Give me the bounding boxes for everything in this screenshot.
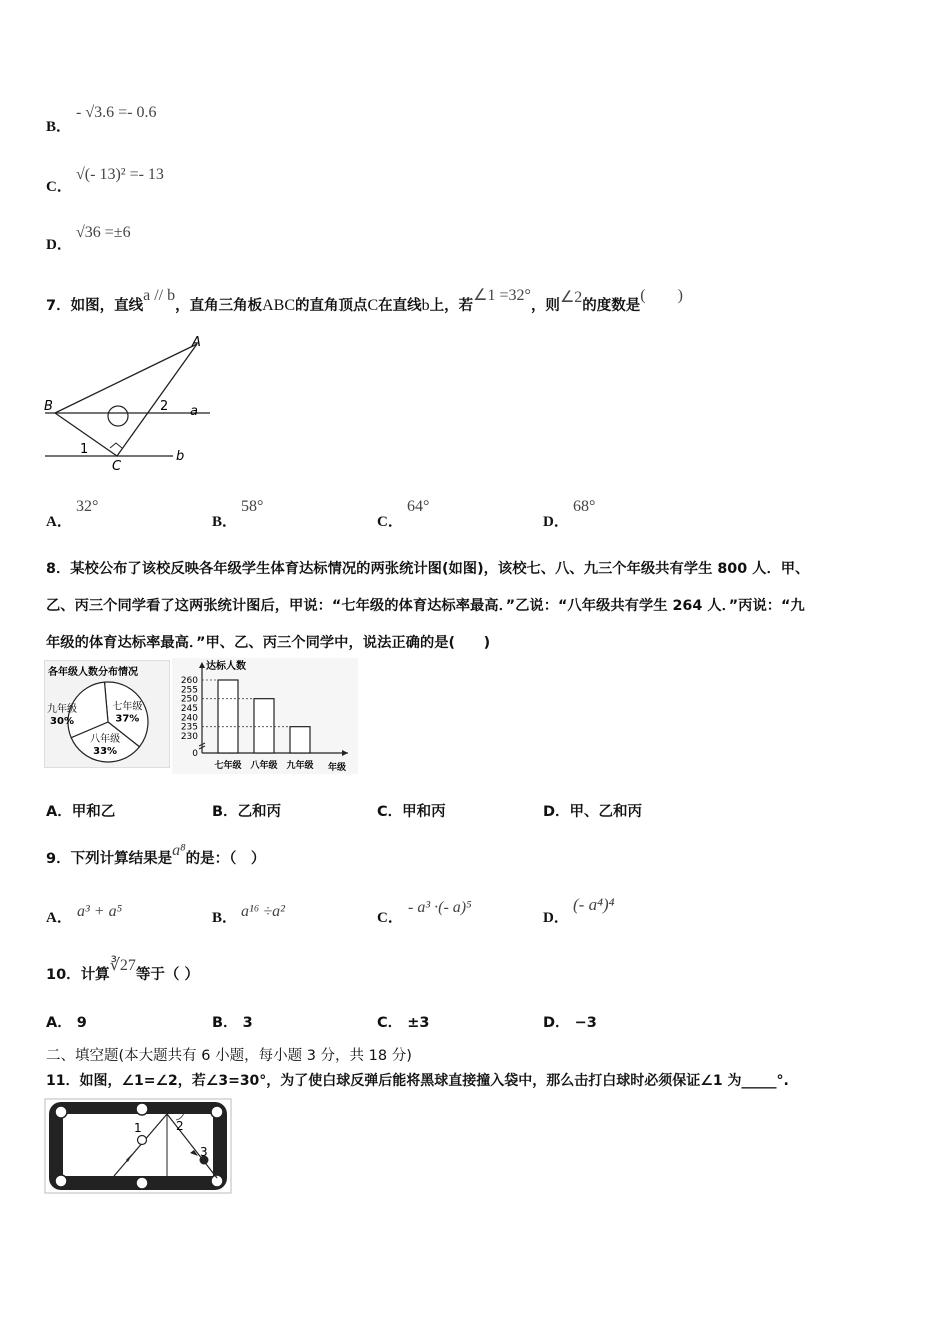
option-label: A． xyxy=(46,804,72,820)
q8-bar-chart xyxy=(172,658,358,774)
q9-option-a xyxy=(46,906,72,927)
option-label: C． xyxy=(46,179,72,195)
q7-expr-parallel: a // b xyxy=(143,287,176,304)
q7-text-4: 在直线 xyxy=(378,298,422,314)
triangle-abc xyxy=(55,344,197,456)
q9-option-b-value: a¹⁶ ÷a² xyxy=(241,903,285,920)
q10-question xyxy=(46,957,199,984)
q11-question: 11．如图，∠1=∠2，若∠3=30°，为了使白球反弹后能将黑球直接撞入袋中，那么击打白球时必须保证∠1 为_____°. xyxy=(46,1073,789,1089)
option-label: B． xyxy=(212,804,238,820)
y-tick-label: 235 xyxy=(180,722,198,733)
q9-option-d xyxy=(543,906,569,927)
option-label: B． xyxy=(212,514,238,530)
q10-option-b xyxy=(212,1011,253,1032)
q9-option-d-value: (- a⁴)⁴ xyxy=(573,895,615,914)
label-A: A xyxy=(192,335,201,350)
option-label: B． xyxy=(212,910,238,926)
q7-text-5: 上，若 xyxy=(429,298,474,314)
pocket xyxy=(211,1106,223,1118)
q8-line-1: 8．某校公布了该校反映各年级学生体育达标情况的两张统计图(如图)，该校七、八、九三个年级共有学生 800 人．甲、 xyxy=(46,561,810,577)
q10-option-d xyxy=(543,1011,597,1032)
option-value: 甲和乙 xyxy=(71,804,116,820)
bar-3 xyxy=(290,727,310,753)
q7-abc: ABC xyxy=(262,297,295,314)
y-tick-label: 240 xyxy=(180,713,198,724)
q7-text-6: ，则 xyxy=(530,298,560,314)
pie-label-value: 30% xyxy=(50,716,74,727)
pie-title: 各年级人数分布情况 xyxy=(48,667,138,678)
label-angle-2: 2 xyxy=(160,399,169,414)
q7-text-3: 的直角顶点 xyxy=(295,298,368,314)
q9-option-a-value: a³ + a⁵ xyxy=(77,903,123,920)
q6-option-c xyxy=(46,175,72,196)
q8-line-3: 年级的体育达标率最高．”甲、乙、丙三个同学中，说法正确的是( ) xyxy=(46,635,491,651)
option-label: B． xyxy=(46,119,72,135)
q7-option-d xyxy=(543,510,569,531)
x-tick-label: 九年级 xyxy=(286,761,314,771)
q6-option-d-expr: √36 =±6 xyxy=(76,224,131,241)
q9-tail: 的是：（ ） xyxy=(185,851,266,867)
question-number: 9． xyxy=(46,851,71,867)
pie-label-category: 七年级 xyxy=(112,701,143,713)
y-tick-label: 245 xyxy=(180,704,198,714)
label-angle-3: 3 xyxy=(200,1145,208,1159)
pocket xyxy=(136,1103,148,1115)
option-label: B． xyxy=(212,1015,238,1031)
q6-option-b xyxy=(46,115,71,136)
pie-label-value: 33% xyxy=(93,745,118,757)
q8-option-a xyxy=(46,800,115,821)
q8-pie-chart xyxy=(44,660,170,768)
label-angle-1: 1 xyxy=(80,442,89,457)
q7-c: C xyxy=(367,297,379,314)
q7-expr-angle2: ∠2 xyxy=(559,289,583,306)
option-value: −3 xyxy=(574,1015,597,1031)
bar-2 xyxy=(254,699,274,753)
option-label: D． xyxy=(543,804,570,820)
pie-label-category: 九年级 xyxy=(47,704,77,715)
option-label: A． xyxy=(46,910,72,926)
bar-1 xyxy=(218,680,238,753)
q7-b: b xyxy=(421,297,430,314)
option-value: 3 xyxy=(242,1015,253,1031)
q7-text-2: ，直角三角板 xyxy=(175,298,263,314)
option-label: D． xyxy=(543,514,569,530)
q7-text-1: 如图，直线 xyxy=(70,298,144,314)
pocket xyxy=(55,1106,67,1118)
option-label: C． xyxy=(377,804,403,820)
q7-option-a xyxy=(46,510,72,531)
q8-option-b xyxy=(212,800,281,821)
option-value: 甲和丙 xyxy=(402,804,446,820)
option-label: C． xyxy=(377,514,403,530)
option-label: A． xyxy=(46,1015,72,1031)
option-value: 乙和丙 xyxy=(237,804,282,820)
pocket xyxy=(136,1177,148,1189)
right-angle-mark xyxy=(110,443,122,448)
q8-line-2: 乙、丙三个同学看了这两张统计图后，甲说：“七年级的体育达标率最高．”乙说：“八年级共有学生 264 人．”丙说：“九 xyxy=(46,598,805,614)
q7-expr-angle1: ∠1 =32° xyxy=(473,287,531,304)
q7-option-b-value: 58° xyxy=(241,498,264,515)
y-axis-label: 达标人数 xyxy=(206,661,246,672)
q6-option-b-expr: - √3.6 =- 0.6 xyxy=(76,104,157,121)
option-label: D． xyxy=(543,1015,570,1031)
q9-option-b xyxy=(212,906,237,927)
x-tick-label: 八年级 xyxy=(250,761,278,771)
question-number: 7． xyxy=(46,298,71,314)
y-tick-label: 255 xyxy=(180,685,198,696)
q7-question xyxy=(46,287,683,315)
white-ball xyxy=(138,1136,147,1145)
q9-option-c xyxy=(377,906,403,927)
q7-paren: ( ) xyxy=(640,287,683,304)
q7-option-b xyxy=(212,510,237,531)
triangle-hole xyxy=(108,406,128,426)
label-B: B xyxy=(44,399,53,414)
y-tick-label: 260 xyxy=(180,676,198,686)
pie-label-value: 37% xyxy=(115,713,140,725)
option-label: D． xyxy=(46,237,72,253)
q7-option-d-value: 68° xyxy=(573,498,596,515)
q7-triangle-figure xyxy=(40,330,210,472)
option-value: ±3 xyxy=(407,1015,430,1031)
option-value: 9 xyxy=(76,1015,87,1031)
q8-option-d xyxy=(543,800,642,821)
q7-text-7: 的度数是 xyxy=(582,298,641,314)
label-a: a xyxy=(190,404,198,419)
x-tick-label: 七年级 xyxy=(214,761,242,771)
label-b: b xyxy=(176,449,185,464)
label-angle-2: 2 xyxy=(176,1119,184,1133)
q10-option-c xyxy=(377,1011,429,1032)
q9-question xyxy=(46,842,266,868)
q9-option-c-value: - a³ ·(- a)⁵ xyxy=(408,899,472,916)
q10-option-a xyxy=(46,1011,87,1032)
pocket xyxy=(55,1175,67,1187)
q9-text: 下列计算结果是 xyxy=(70,851,173,867)
q9-expr: a⁸ xyxy=(172,842,186,859)
pocket xyxy=(211,1175,223,1187)
q8-option-c xyxy=(377,800,446,821)
y-tick-label: 230 xyxy=(180,732,198,742)
question-number: 10． xyxy=(46,967,81,983)
pie-label-category: 八年级 xyxy=(90,733,121,745)
q7-option-a-value: 32° xyxy=(76,498,99,515)
q10-expr: ∛27 xyxy=(109,957,136,974)
q6-option-d xyxy=(46,233,72,254)
label-angle-1: 1 xyxy=(134,1121,142,1135)
option-label: C． xyxy=(377,910,403,926)
option-label: A． xyxy=(46,514,72,530)
option-label: D． xyxy=(543,910,569,926)
q7-option-c-value: 64° xyxy=(407,498,430,515)
q10-text: 计算 xyxy=(80,967,110,983)
q6-option-c-expr: √(- 13)² =- 13 xyxy=(76,166,164,183)
x-axis-label: 年级 xyxy=(328,763,347,773)
y-tick-label: 0 xyxy=(192,749,198,759)
section-2-heading: 二、填空题(本大题共有 6 小题，每小题 3 分，共 18 分) xyxy=(46,1048,412,1064)
option-value: 甲、乙和丙 xyxy=(569,804,643,820)
y-tick-label: 250 xyxy=(180,694,198,705)
option-label: C． xyxy=(377,1015,403,1031)
q10-tail: 等于（ ） xyxy=(135,967,199,983)
q11-billiards-figure xyxy=(44,1098,232,1194)
label-C: C xyxy=(112,459,122,472)
q7-option-c xyxy=(377,510,403,531)
